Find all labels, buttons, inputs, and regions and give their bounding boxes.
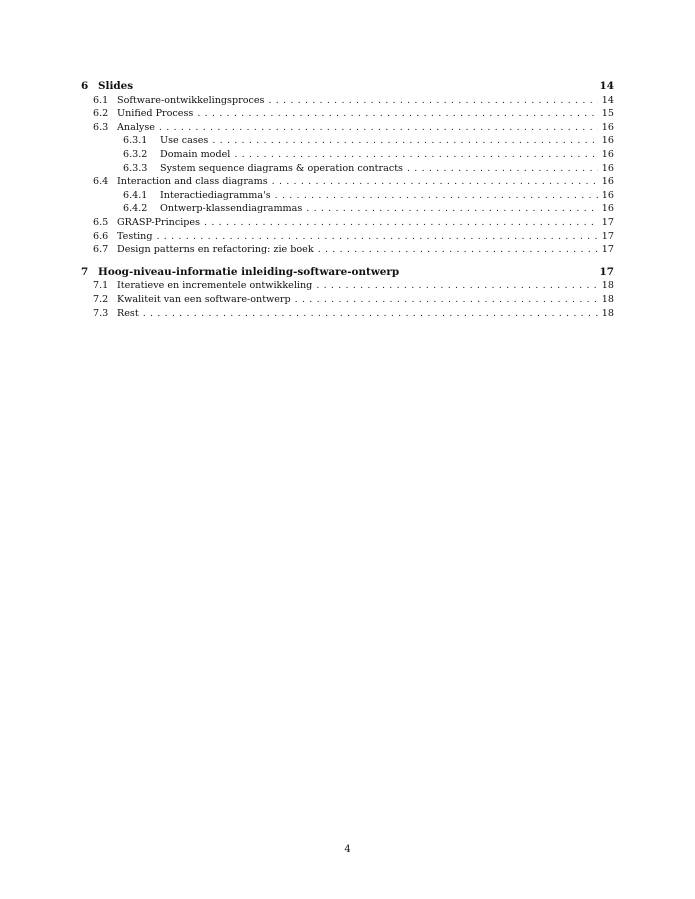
toc-chapter-7[interactable] bbox=[81, 266, 614, 280]
entry-title: System sequence diagrams & operation contracts bbox=[160, 162, 403, 174]
toc-entry-7-1[interactable] bbox=[81, 279, 614, 293]
entry-title: Use cases bbox=[160, 135, 209, 147]
toc-entry-6-7[interactable] bbox=[81, 243, 614, 257]
toc-entry-6-4-1[interactable] bbox=[81, 189, 614, 203]
entry-number: 6.5 bbox=[93, 216, 109, 228]
entry-title: Unified Process bbox=[117, 108, 194, 120]
entry-page: 15 bbox=[601, 108, 614, 120]
toc-entry-6-3-3[interactable] bbox=[81, 162, 614, 176]
chapter-title: Slides bbox=[98, 80, 134, 92]
table-of-contents bbox=[81, 80, 614, 320]
entry-title: Analyse bbox=[117, 121, 155, 133]
chapter-page: 14 bbox=[599, 80, 614, 92]
chapter-title: Hoog-niveau-informatie inleiding-software-ontwerp bbox=[98, 265, 400, 278]
chapter-page: 17 bbox=[599, 265, 614, 278]
chapter-number: 6 bbox=[81, 80, 89, 92]
entry-title: Interactiediagramma's bbox=[160, 189, 271, 201]
entry-page: 16 bbox=[601, 162, 614, 174]
entry-page: 16 bbox=[601, 203, 614, 215]
entry-number: 6.2 bbox=[93, 108, 109, 120]
entry-number: 6.3.2 bbox=[123, 148, 148, 160]
entry-title: Software-ontwikkelingsproces bbox=[117, 94, 265, 106]
entry-page: 16 bbox=[601, 135, 614, 147]
dot-leader bbox=[204, 216, 598, 230]
entry-title: Interaction and class diagrams bbox=[117, 176, 268, 188]
toc-chapter-6[interactable] bbox=[81, 80, 614, 94]
dot-leader bbox=[272, 175, 598, 189]
entry-number: 6.3.1 bbox=[123, 135, 148, 147]
dot-leader bbox=[234, 148, 597, 162]
entry-title: Rest bbox=[117, 307, 139, 319]
toc-entry-6-2[interactable] bbox=[81, 107, 614, 121]
toc-entry-7-2[interactable] bbox=[81, 293, 614, 307]
entry-page: 16 bbox=[601, 148, 614, 160]
entry-title: Domain model bbox=[160, 148, 231, 160]
entry-title: Testing bbox=[117, 230, 153, 242]
toc-entry-6-3-1[interactable] bbox=[81, 134, 614, 148]
dot-leader bbox=[157, 230, 598, 244]
dot-leader bbox=[143, 307, 598, 321]
toc-entry-6-3[interactable] bbox=[81, 121, 614, 135]
dot-leader bbox=[306, 202, 598, 216]
entry-page: 18 bbox=[601, 280, 614, 292]
entry-number: 6.4.2 bbox=[123, 203, 148, 215]
dot-leader bbox=[212, 134, 597, 148]
entry-number: 6.4 bbox=[93, 176, 109, 188]
chapter-number: 7 bbox=[81, 265, 89, 278]
entry-page: 17 bbox=[601, 216, 614, 228]
entry-number: 6.3 bbox=[93, 121, 109, 133]
dot-leader bbox=[197, 107, 597, 121]
dot-leader bbox=[295, 293, 598, 307]
entry-page: 16 bbox=[601, 176, 614, 188]
entry-title: Design patterns en refactoring: zie boek bbox=[117, 244, 314, 256]
dot-leader bbox=[318, 243, 598, 257]
toc-entry-6-4[interactable] bbox=[81, 175, 614, 189]
entry-number: 6.3.3 bbox=[123, 162, 148, 174]
dot-leader bbox=[268, 94, 597, 108]
entry-page: 14 bbox=[601, 94, 614, 106]
entry-number: 7.3 bbox=[93, 307, 109, 319]
entry-number: 7.2 bbox=[93, 293, 109, 305]
entry-page: 18 bbox=[601, 307, 614, 319]
dot-leader bbox=[275, 189, 598, 203]
dot-leader bbox=[316, 279, 597, 293]
entry-page: 17 bbox=[601, 244, 614, 256]
toc-entry-6-4-2[interactable] bbox=[81, 202, 614, 216]
page-number: 4 bbox=[344, 844, 351, 855]
toc-entry-6-6[interactable] bbox=[81, 230, 614, 244]
toc-entry-6-1[interactable] bbox=[81, 94, 614, 108]
entry-number: 6.7 bbox=[93, 244, 109, 256]
toc-entry-6-3-2[interactable] bbox=[81, 148, 614, 162]
entry-page: 18 bbox=[601, 293, 614, 305]
entry-number: 6.1 bbox=[93, 94, 109, 106]
entry-number: 7.1 bbox=[93, 280, 109, 292]
toc-entry-7-3[interactable] bbox=[81, 307, 614, 321]
entry-page: 17 bbox=[601, 230, 614, 242]
entry-title: GRASP-Principes bbox=[117, 216, 201, 228]
dot-leader bbox=[159, 121, 598, 135]
entry-page: 16 bbox=[601, 189, 614, 201]
entry-number: 6.4.1 bbox=[123, 189, 148, 201]
dot-leader bbox=[407, 162, 598, 176]
entry-number: 6.6 bbox=[93, 230, 109, 242]
toc-entry-6-5[interactable] bbox=[81, 216, 614, 230]
entry-title: Kwaliteit van een software-ontwerp bbox=[117, 293, 291, 305]
entry-page: 16 bbox=[601, 121, 614, 133]
entry-title: Ontwerp-klassendiagrammas bbox=[160, 203, 303, 215]
entry-title: Iteratieve en incrementele ontwikkeling bbox=[117, 280, 313, 292]
